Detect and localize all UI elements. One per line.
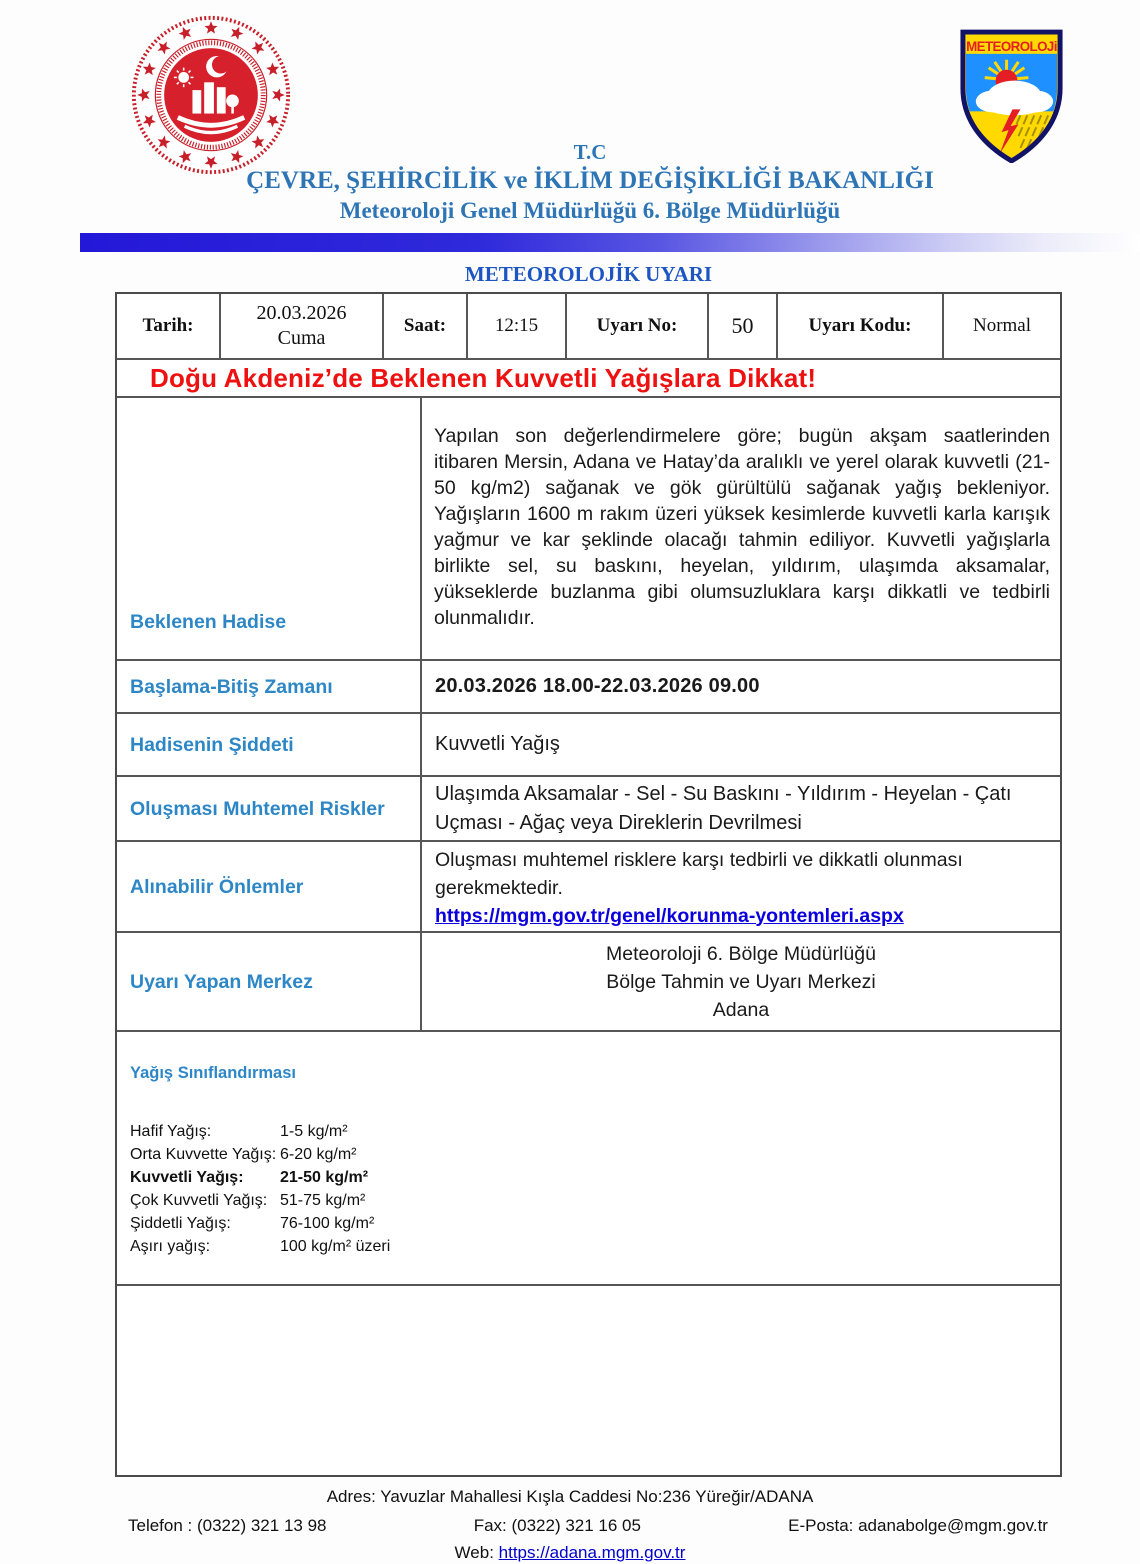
footer-email: E-Posta: adanabolge@mgm.gov.tr <box>788 1516 1048 1535</box>
gov-header <box>20 139 1140 225</box>
precautions-text: Oluşması muhtemel risklere karşı tedbirli ve dikkatli olunması gerekmektedir. <box>435 848 963 899</box>
footer <box>0 1487 1140 1563</box>
date-value-day: Cuma <box>277 327 326 349</box>
expected-event-text: Yapılan son değerlendirmelere göre; bugün akşam saatlerinden itibaren Mersin, Adana ve Hatay’da aralıklı ve yerel olarak kuvvetli (21-50 kg/m2) sağanak ve gök gürültülü sağanak yağış bekleniyor. Yağışların 1600 m rakım üzeri yüksek kesimlerde kuvvetli karla karışık yağmur ve kar şeklinde olacağı tahmin ediliyor. Kuvvetli yağışlarla birlikte sel, su baskını, heyelan, yıldırım, ulaşımda aksamalar, yükseklerde buzlanma gibi olumsuzluklara karşı dikkatli ve tedbirli olunmalıdır. <box>434 425 1050 629</box>
precautions-value-cell <box>422 842 1060 931</box>
footer-web-label: Web: <box>454 1543 494 1562</box>
classification-item: Aşırı yağış: 100 kg/m² üzeri <box>130 1238 391 1255</box>
empty-row <box>117 1286 1060 1479</box>
issuing-center-row <box>117 933 1060 1032</box>
date-value <box>221 294 384 358</box>
alert-title-row <box>117 360 1060 398</box>
start-end-label: Başlama-Bitiş Zamanı <box>130 675 333 698</box>
footer-web-line <box>0 1543 1140 1563</box>
header-tc: T.C <box>573 140 607 164</box>
severity-value: Kuvvetli Yağış <box>435 733 560 755</box>
expected-event-text-cell <box>422 398 1060 659</box>
issuing-center-line3: Adana <box>712 998 770 1021</box>
expected-event-row <box>117 398 1060 661</box>
classification-item: Orta Kuvvette Yağış: 6-20 kg/m² <box>130 1146 357 1163</box>
document-title: METEOROLOJİK UYARI <box>464 262 713 286</box>
date-value-date: 20.03.2026 <box>256 302 347 324</box>
severity-label: Hadisenin Şiddeti <box>130 733 294 756</box>
warning-table <box>115 292 1062 1477</box>
footer-fax: Fax: (0322) 321 16 05 <box>473 1516 641 1535</box>
warning-no-label: Uyarı No: <box>567 294 709 358</box>
issuing-center-label: Uyarı Yapan Merkez <box>130 970 313 993</box>
time-value: 12:15 <box>468 294 567 358</box>
date-label: Tarih: <box>117 294 221 358</box>
classification-item: Hafif Yağış: 1-5 kg/m² <box>130 1123 348 1140</box>
meteoroloji-logo-text: METEOROLOJi <box>966 38 1057 54</box>
protection-methods-link[interactable]: https://mgm.gov.tr/genel/korunma-yontemleri.aspx <box>435 904 904 927</box>
warning-code-label: Uyarı Kodu: <box>778 294 944 358</box>
header-directorate: Meteoroloji Genel Müdürlüğü 6. Bölge Müdürlüğü <box>339 198 841 223</box>
footer-phone: Telefon : (0322) 321 13 98 <box>128 1516 327 1535</box>
issuing-center-value-cell <box>422 933 1060 1030</box>
alert-title: Doğu Akdeniz’de Beklenen Kuvvetli Yağışlara Dikkat! <box>150 362 817 393</box>
info-header-row <box>117 294 1060 360</box>
issuing-center-line1: Meteoroloji 6. Bölge Müdürlüğü <box>606 942 876 965</box>
precautions-label: Alınabilir Önlemler <box>130 875 304 898</box>
risks-value: Ulaşımda Aksamalar - Sel - Su Baskını - Yıldırım - Heyelan - Çatı Uçması - Ağaç veya Direklerin Devrilmesi <box>435 782 1012 834</box>
risks-row <box>117 777 1060 842</box>
classification-row <box>117 1032 1060 1286</box>
classification-item: Şiddetli Yağış: 76-100 kg/m² <box>130 1215 375 1232</box>
precautions-row <box>117 842 1060 933</box>
expected-event-label-cell <box>117 398 422 659</box>
start-end-row <box>117 661 1060 714</box>
risks-label: Oluşması Muhtemel Riskler <box>130 797 385 820</box>
classification-list <box>130 1120 1060 1258</box>
start-end-value: 20.03.2026 18.00-22.03.2026 09.00 <box>435 675 760 697</box>
footer-contact-line <box>0 1516 1140 1536</box>
severity-row <box>117 714 1060 777</box>
issuing-center-line2: Bölge Tahmin ve Uyarı Merkezi <box>606 970 876 993</box>
warning-code-value: Normal <box>972 315 1032 336</box>
warning-no-value: 50 <box>709 294 778 358</box>
gradient-divider-bar <box>80 233 1140 252</box>
header-ministry: ÇEVRE, ŞEHİRCİLİK ve İKLİM DEĞİŞİKLİĞİ BAKANLIĞI <box>246 167 934 194</box>
footer-address: Adres: Yavuzlar Mahallesi Kışla Caddesi No:236 Yüreğir/ADANA <box>326 1487 814 1506</box>
footer-web-link[interactable]: https://adana.mgm.gov.tr <box>498 1543 686 1562</box>
classification-item-highlighted: Kuvvetli Yağış: 21-50 kg/m² <box>130 1169 369 1186</box>
classification-heading: Yağış Sınıflandırması <box>130 1064 296 1082</box>
classification-item: Çok Kuvvetli Yağış: 51-75 kg/m² <box>130 1192 366 1209</box>
time-label: Saat: <box>384 294 468 358</box>
expected-event-label: Beklenen Hadise <box>130 611 287 633</box>
